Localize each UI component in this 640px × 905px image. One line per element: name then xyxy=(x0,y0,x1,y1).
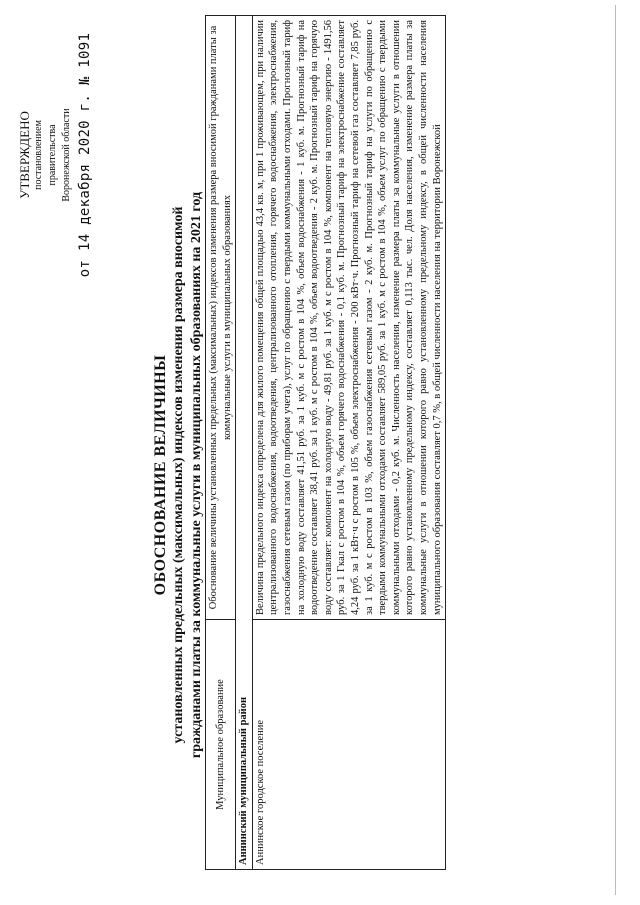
approval-line: правительства xyxy=(47,124,58,186)
page-edge-line xyxy=(615,5,616,895)
justification-text: Величина предельного индекса определена для жилого помещения общей площадью 43,4 кв. м, при 1 проживающем, при наличии централизованного водоснабжения, водоотведения, централизованного отопления, горячего водоснабжения, электроснабжения, газоснабжения сетевым газом (по приборам учета), услуг по обращению с твердыми коммунальными отходами. Прогнозный тариф на холодную воду составляет 41,51 руб. за 1 куб. м с ростом в 104 %, объем водоснабжения - 1 куб. м. Прогнозный тариф на водоотведение составляет 38,41 руб. за 1 куб. м с ростом в 104 %, объем водоотведения - 2 куб. м. Прогнозный тариф на горячую воду составляет: компонент на холодную воду - 49,81 руб. за 1 куб. м с ростом в 104 %, компонент на тепловую энергию - 1491,56 руб. за 1 Гкал с ростом в 104 %, объем горячего водоснабжения - 0,1 куб. м. Прогнозный тариф на электроснабжение составляет 4,24 руб. за 1 кВт·ч с ростом в 105 %, объем электроснабжения - 200 кВт·ч. Прогнозный тариф на сетевой газ составляет 7,85 руб. за 1 куб. м с ростом в 103 %, объем газоснабжения сетевым газом - 2 куб. м. Прогнозный тариф на услуги по обращению с твердыми коммунальными отходами составляет 589,05 руб. за 1 куб. м с ростом в 104 %, объем услуг по обращению с твердыми коммунальными отходами - 0,2 куб. м. Численность населения, изменение размера платы за коммунальные услуги в отношении которого равно установленному предельному индексу, составляет 0,113 тыс. чел. Доля населения, изменение размера платы за коммунальные услуги в отношении которого равно установленному предельному индексу, в общей численности населения муниципального образования составляет 0,7 %, в общей численности населения на территории Воронежской xyxy=(252,16,445,620)
column-header-justification: Обоснование величины установленных предельных (максимальных) индексов изменения размера вносимой гражданами платы за коммунальные услуги в муниципальных образованиях xyxy=(206,16,236,620)
title-line-1: ОБОСНОВАНИЕ ВЕЛИЧИНЫ xyxy=(152,354,169,596)
table-row xyxy=(252,16,445,870)
justification-table xyxy=(205,15,446,870)
region-name: Аннинский муниципальный район xyxy=(236,16,253,870)
municipality-name: Аннинское городское поселение xyxy=(252,620,445,870)
approval-date-number: от 14 декабря 2020 г. № 1091 xyxy=(77,32,93,278)
approval-line: постановлением xyxy=(33,120,44,190)
approval-line: Воронежской области xyxy=(61,108,72,202)
region-row xyxy=(236,16,253,870)
approval-heading: УТВЕРЖДЕНО xyxy=(17,111,32,199)
table-header-row xyxy=(206,16,236,870)
title-line-2: установленных предельных (максимальных) индексов изменения размера вносимой xyxy=(171,206,186,744)
title-line-3: гражданами платы за коммунальные услуги в муниципальных образованиях на 2021 год xyxy=(189,191,204,759)
approval-stamp xyxy=(18,5,92,305)
document-title xyxy=(152,105,206,845)
column-header-municipality: Муниципальное образование xyxy=(206,620,236,870)
